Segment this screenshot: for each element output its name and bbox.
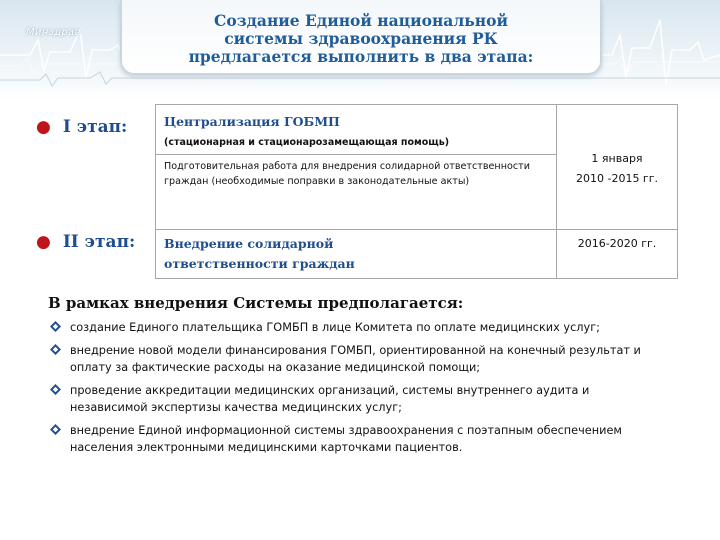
stage-2-label bbox=[36, 232, 135, 252]
stage-2-heading-cell bbox=[156, 230, 557, 279]
stage-2-date: 2016-2020 гг. bbox=[577, 237, 657, 250]
section-title: В рамках внедрения Системы предполагается: bbox=[48, 294, 464, 312]
stage-2-heading: Внедрение солидарной ответственности граждан bbox=[164, 236, 355, 271]
stage-1-description-cell bbox=[156, 155, 557, 230]
page-title: Создание Единой национальной системы здравоохранения РК предлагается выполнить в два этапа: bbox=[188, 10, 534, 66]
stage-1-subheading: (стационарная и стационарозамещающая помощь) bbox=[164, 137, 450, 148]
measure-text: внедрение новой модели финансирования ГОМБП, ориентированной на конечный результат и оплату за фактические расходы на оказание медицинской помощи; bbox=[70, 344, 641, 374]
stages-table bbox=[155, 104, 678, 279]
measure-text: внедрение Единой информационной системы здравоохранения с поэтапным обеспечением населения электронными медицинскими карточками пациентов. bbox=[70, 424, 622, 454]
stage-1-date-line1: 1 января bbox=[591, 152, 643, 165]
stage-1-description: Подготовительная работа для внедрения солидарной ответственности граждан (необходимые поправки в законодательные акты) bbox=[164, 161, 530, 187]
stage-1-label bbox=[36, 117, 127, 137]
measure-text: создание Единого плательщика ГОМБП в лице Комитета по оплате медицинских услуг; bbox=[70, 321, 600, 334]
table-row bbox=[156, 230, 678, 279]
diamond-bullet-icon bbox=[50, 424, 61, 435]
round-bullet-icon: ● bbox=[36, 232, 51, 252]
stage-1-heading: Централизация ГОБМП bbox=[164, 114, 340, 129]
ministry-logo: Минздрав bbox=[26, 27, 81, 38]
list-item bbox=[48, 342, 668, 376]
stage-1-date-cell bbox=[557, 105, 678, 230]
measure-text: проведение аккредитации медицинских организаций, системы внутреннего аудита и независимой экспертизы качества медицинских услуг; bbox=[70, 384, 590, 414]
list-item bbox=[48, 319, 668, 336]
round-bullet-icon: ● bbox=[36, 117, 51, 137]
header-band bbox=[0, 0, 720, 100]
diamond-bullet-icon bbox=[50, 321, 61, 332]
list-item bbox=[48, 422, 668, 456]
stage-1-text: I этап: bbox=[62, 117, 128, 137]
table-row bbox=[156, 105, 678, 155]
stage-1-heading-cell bbox=[156, 105, 557, 155]
list-item bbox=[48, 382, 668, 416]
stage-2-text: II этап: bbox=[62, 232, 136, 252]
measures-list bbox=[48, 319, 668, 462]
stage-2-date-cell bbox=[557, 230, 678, 279]
diamond-bullet-icon bbox=[50, 344, 61, 355]
diamond-bullet-icon bbox=[50, 384, 61, 395]
title-box bbox=[120, 0, 602, 75]
stage-1-date-line2: 2010 -2015 гг. bbox=[575, 172, 658, 185]
